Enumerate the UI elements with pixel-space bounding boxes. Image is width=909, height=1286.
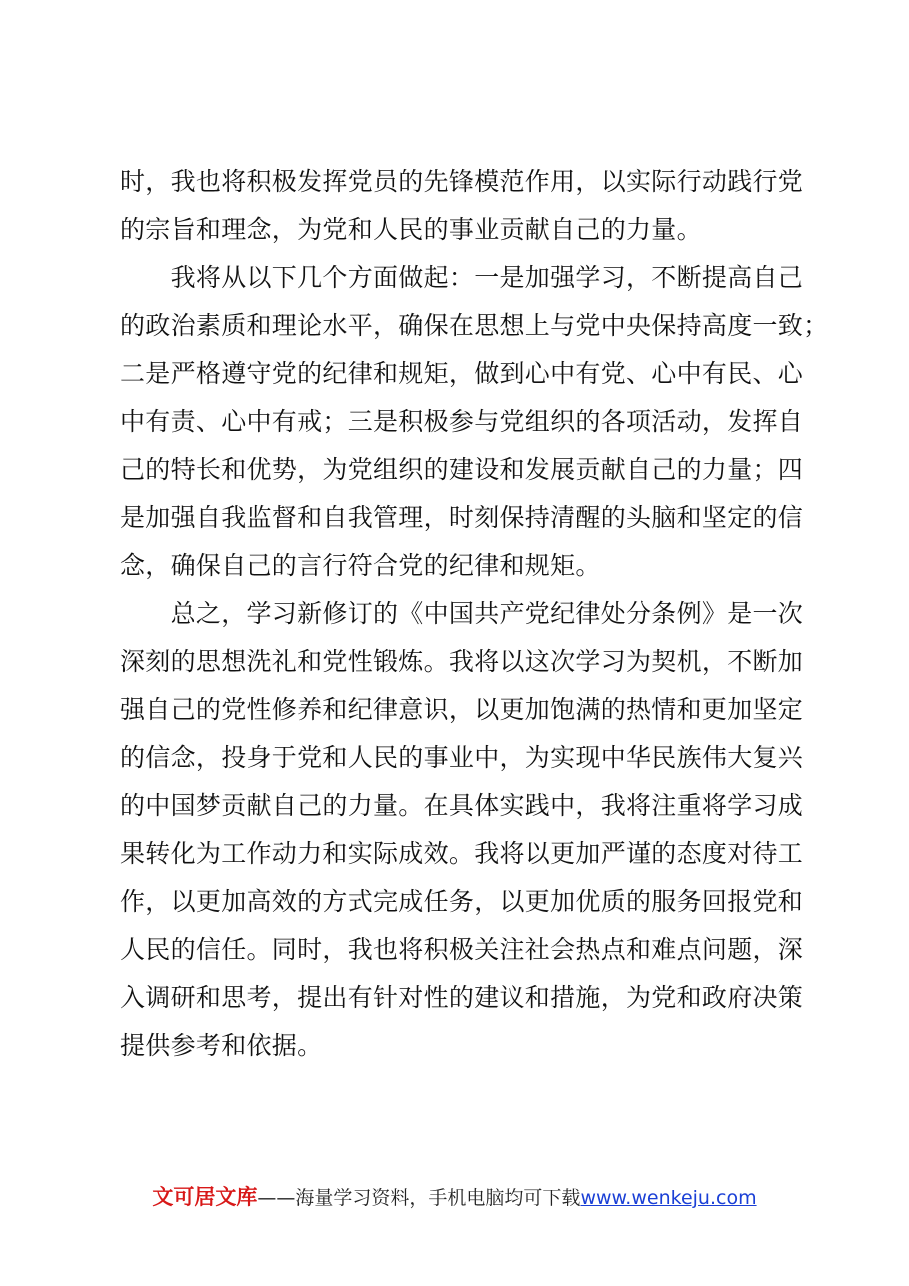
text-line: 深刻的思想洗礼和党性锻炼。我将以这次学习为契机，不断加 bbox=[120, 647, 804, 676]
text-line: 时，我也将积极发挥党员的先锋模范作用，以实际行动践行党 bbox=[120, 167, 804, 196]
text-line: 果转化为工作动力和实际成效。我将以更加严谨的态度对待工 bbox=[120, 839, 804, 868]
text-line: 念，确保自己的言行符合党的纪律和规矩。 bbox=[120, 551, 601, 580]
text-line: 的中国梦贡献自己的力量。在具体实践中，我将注重将学习成 bbox=[120, 791, 804, 820]
text-line: 强自己的党性修养和纪律意识，以更加饱满的热情和更加坚定 bbox=[120, 695, 804, 724]
text-line: 我将从以下几个方面做起：一是加强学习，不断提高自己 bbox=[120, 263, 804, 292]
website-link[interactable]: www.wenkeju.com bbox=[580, 1187, 757, 1209]
text-line: 作，以更加高效的方式完成任务，以更加优质的服务回报党和 bbox=[120, 887, 804, 916]
text-line: 是加强自我监督和自我管理，时刻保持清醒的头脑和坚定的信 bbox=[120, 503, 804, 532]
text-line: 入调研和思考，提出有针对性的建议和措施，为党和政府决策 bbox=[120, 983, 804, 1012]
footer-tagline: ——海量学习资料，手机电脑均可下载 bbox=[257, 1187, 581, 1209]
footer-banner bbox=[0, 1181, 909, 1211]
text-line: 己的特长和优势，为党组织的建设和发展贡献自己的力量；四 bbox=[120, 455, 804, 484]
text-line: 的信念，投身于党和人民的事业中，为实现中华民族伟大复兴 bbox=[120, 743, 804, 772]
document-body bbox=[120, 158, 829, 1070]
text-line: 总之，学习新修订的《中国共产党纪律处分条例》是一次 bbox=[120, 599, 804, 628]
text-line: 的政治素质和理论水平，确保在思想上与党中央保持高度一致； bbox=[120, 311, 829, 340]
text-line: 二是严格遵守党的纪律和规矩，做到心中有党、心中有民、心 bbox=[120, 359, 804, 388]
text-line: 提供参考和依据。 bbox=[120, 1031, 323, 1060]
text-line: 中有责、心中有戒；三是积极参与党组织的各项活动，发挥自 bbox=[120, 407, 804, 436]
brand-name: 文可居文库 bbox=[152, 1185, 258, 1209]
text-line: 人民的信任。同时，我也将积极关注社会热点和难点问题，深 bbox=[120, 935, 804, 964]
text-line: 的宗旨和理念，为党和人民的事业贡献自己的力量。 bbox=[120, 215, 702, 244]
